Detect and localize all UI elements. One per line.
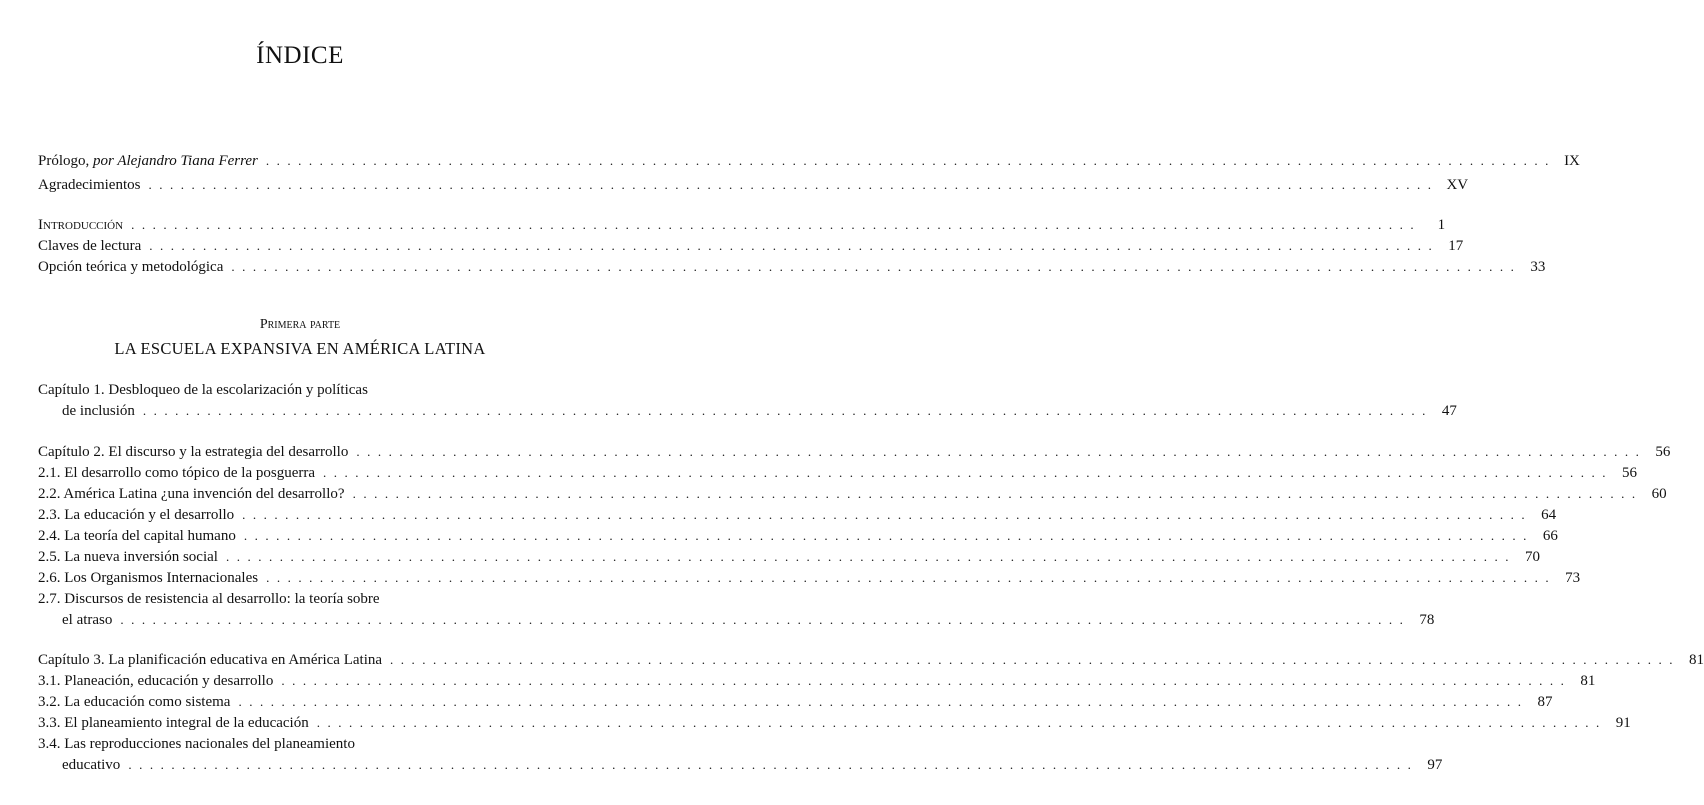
toc-entry-label: el atraso bbox=[62, 612, 113, 628]
part-title: LA ESCUELA EXPANSIVA EN AMÉRICA LATINA bbox=[114, 339, 486, 358]
dot-leader: ........................................................................................................................ bbox=[265, 153, 1556, 168]
toc-entry-author: por Alejandro Tiana Ferrer bbox=[93, 153, 258, 169]
toc-entry-introduccion bbox=[38, 215, 1446, 235]
toc-entry-section-2-7 bbox=[62, 610, 1435, 630]
toc-entry-page: 33 bbox=[1530, 259, 1546, 275]
toc-entry-section bbox=[38, 568, 1581, 588]
dot-leader: ........................................................................................................................ bbox=[316, 715, 1607, 730]
toc-entry-page: 17 bbox=[1448, 238, 1464, 254]
toc-entry-label: 3.1. Planeación, educación y desarrollo bbox=[38, 673, 274, 689]
toc-entry-label: 3.3. El planeamiento integral de la educación bbox=[38, 715, 309, 731]
toc-entry-page: 70 bbox=[1524, 549, 1540, 565]
toc-entry-chapter-3 bbox=[38, 650, 1704, 670]
toc-entry-page: 56 bbox=[1622, 465, 1638, 481]
dot-leader: ........................................................................................................................ bbox=[352, 486, 1643, 501]
toc-entry-page: 87 bbox=[1537, 694, 1553, 710]
toc-entry-page: 81 bbox=[1689, 652, 1704, 668]
toc-entry-chapter-1 bbox=[62, 401, 1457, 421]
section-2-7-heading: 2.7. Discursos de resistencia al desarrollo: la teoría sobre bbox=[38, 591, 380, 607]
toc-entry-label: 2.5. La nueva inversión social bbox=[38, 549, 218, 565]
toc-entry-section bbox=[38, 692, 1553, 712]
dot-leader: ........................................................................................................................ bbox=[142, 403, 1433, 418]
dot-leader: ........................................................................................................................ bbox=[149, 238, 1440, 253]
chapter-1-heading: Capítulo 1. Desbloqueo de la escolarización y políticas bbox=[38, 382, 368, 398]
toc-entry-label: Introducción bbox=[38, 217, 124, 233]
toc-entry-label: Opción teórica y metodológica bbox=[38, 259, 224, 275]
dot-leader: ........................................................................................................................ bbox=[281, 673, 1572, 688]
toc-entry-section bbox=[38, 671, 1596, 691]
toc-entry-page: 66 bbox=[1542, 528, 1558, 544]
toc-entry-label: Capítulo 3. La planificación educativa en América Latina bbox=[38, 652, 383, 668]
toc-entry-claves bbox=[38, 236, 1464, 256]
dot-leader: ........................................................................................................................ bbox=[238, 694, 1529, 709]
toc-entry-label: 2.3. La educación y el desarrollo bbox=[38, 507, 235, 523]
toc-entry-section bbox=[38, 526, 1558, 546]
toc-entry-label: 2.6. Los Organismos Internacionales bbox=[38, 570, 259, 586]
toc-entry-section bbox=[38, 484, 1667, 504]
toc-entry-label: Capítulo 2. El discurso y la estrategia del desarrollo bbox=[38, 444, 349, 460]
toc-entry-page: 64 bbox=[1541, 507, 1557, 523]
toc-entry-page: 81 bbox=[1580, 673, 1596, 689]
toc-entry-label: 2.2. América Latina ¿una invención del desarrollo? bbox=[38, 486, 345, 502]
toc-entry-page: IX bbox=[1564, 153, 1580, 169]
dot-leader: ........................................................................................................................ bbox=[390, 652, 1681, 667]
toc-entry-agradecimientos bbox=[38, 175, 1469, 195]
toc-entry-section bbox=[38, 547, 1540, 567]
page-title: ÍNDICE bbox=[256, 42, 344, 69]
toc-entry-prologo bbox=[38, 151, 1580, 171]
dot-leader: ........................................................................................................................ bbox=[323, 465, 1614, 480]
toc-entry-opcion bbox=[38, 257, 1546, 277]
dot-leader: ........................................................................................................................ bbox=[242, 507, 1533, 522]
toc-entry-label: educativo bbox=[62, 757, 121, 773]
toc-entry-label: 2.4. La teoría del capital humano bbox=[38, 528, 236, 544]
dot-leader: ........................................................................................................................ bbox=[128, 757, 1419, 772]
dot-leader: ........................................................................................................................ bbox=[148, 177, 1439, 192]
toc-entry-label: 3.2. La educación como sistema bbox=[38, 694, 231, 710]
dot-leader: ........................................................................................................................ bbox=[120, 612, 1411, 627]
dot-leader: ........................................................................................................................ bbox=[243, 528, 1534, 543]
toc-entry-page: 97 bbox=[1427, 757, 1443, 773]
toc-entry-section-3-4 bbox=[62, 755, 1443, 775]
toc-entry-label-text: Prólogo, bbox=[38, 153, 94, 169]
toc-entry-page: 91 bbox=[1615, 715, 1631, 731]
toc-entry-page: 73 bbox=[1565, 570, 1581, 586]
toc-entry-label bbox=[38, 151, 258, 171]
toc-entry-page: XV bbox=[1446, 177, 1469, 193]
toc-entry-page: 78 bbox=[1419, 612, 1435, 628]
toc-entry-label: 2.1. El desarrollo como tópico de la posguerra bbox=[38, 465, 316, 481]
toc-entry-label: Agradecimientos bbox=[38, 177, 141, 193]
part-label: Primera parte bbox=[259, 317, 341, 332]
dot-leader: ........................................................................................................................ bbox=[225, 549, 1516, 564]
dot-leader: ........................................................................................................................ bbox=[231, 259, 1522, 274]
toc-entry-label: de inclusión bbox=[62, 403, 135, 419]
toc-entry-page: 56 bbox=[1655, 444, 1671, 460]
section-3-4-heading: 3.4. Las reproducciones nacionales del planeamiento bbox=[38, 736, 355, 752]
toc-entry-section bbox=[38, 463, 1638, 483]
dot-leader: ........................................................................................................................ bbox=[266, 570, 1557, 585]
toc-entry-page: 47 bbox=[1441, 403, 1457, 419]
toc-entry-page: 60 bbox=[1651, 486, 1667, 502]
toc-entry-page: 1 bbox=[1437, 217, 1446, 233]
dot-leader: ........................................................................................................................ bbox=[356, 444, 1647, 459]
toc-entry-label: Claves de lectura bbox=[38, 238, 142, 254]
toc-entry-chapter-2 bbox=[38, 442, 1671, 462]
toc-entry-section bbox=[38, 505, 1557, 525]
toc-entry-section bbox=[38, 713, 1631, 733]
dot-leader: ........................................................................................................................ bbox=[131, 217, 1422, 232]
